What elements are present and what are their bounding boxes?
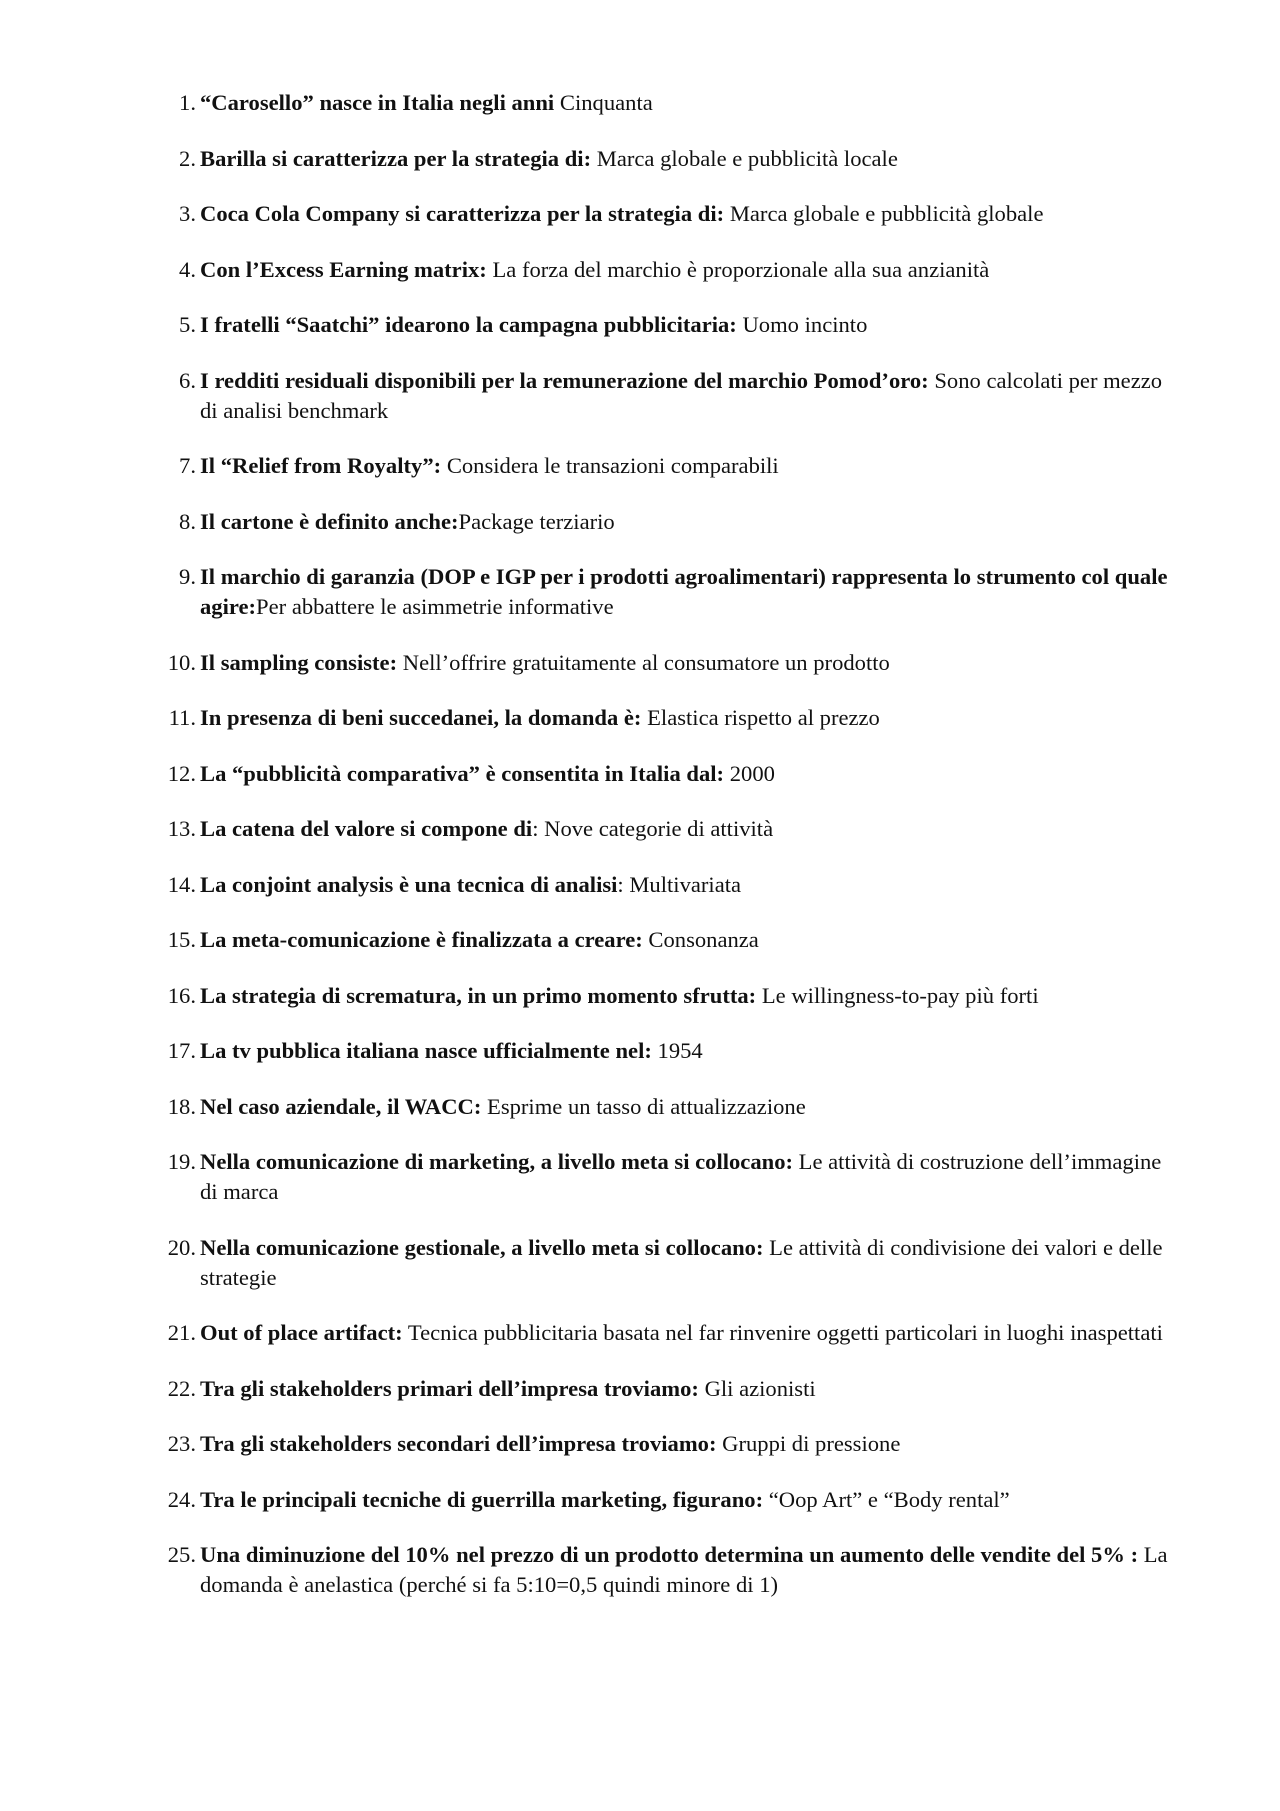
item-answer: Tecnica pubblicitaria basata nel far rinvenire oggetti particolari in luoghi inaspettati	[407, 1320, 1163, 1345]
item-answer: Considera le transazioni comparabili	[446, 453, 779, 478]
list-item	[160, 703, 1172, 733]
item-answer: : Nove categorie di attività	[532, 816, 774, 841]
item-answer: Gli azionisti	[704, 1375, 816, 1401]
item-number: 5.	[179, 312, 196, 337]
item-number: 14.	[167, 871, 196, 897]
item-number: 11.	[168, 705, 196, 730]
item-question: La “pubblicità comparativa” è consentita in Italia dal:	[200, 760, 725, 786]
item-number: 6.	[179, 367, 196, 393]
item-answer: La domanda è anelastica (perché si fa 5:10=0,5 quindi minore di 1)	[200, 1542, 1168, 1597]
item-question: Nella comunicazione gestionale, a livello meta si collocano:	[200, 1234, 764, 1260]
item-answer: “Oop Art” e “Body rental”	[768, 1486, 1010, 1512]
item-question: La tv pubblica italiana nasce ufficialmente nel:	[200, 1038, 652, 1063]
list-item	[160, 1092, 1172, 1122]
list-item	[160, 1374, 1172, 1404]
item-question: La strategia di scrematura, in un primo momento sfrutta:	[200, 982, 757, 1008]
item-number: 20.	[167, 1234, 196, 1260]
item-question: Con l’Excess Earning matrix:	[200, 256, 487, 282]
item-answer: Consonanza	[648, 927, 759, 952]
list-item	[160, 310, 1172, 340]
item-number: 1.	[179, 90, 196, 115]
item-number: 3.	[179, 201, 196, 226]
list-item	[160, 507, 1172, 537]
item-answer: : Multivariata	[617, 871, 742, 897]
item-question: Il marchio di garanzia (DOP e IGP per i prodotti agroalimentari) rappresenta lo strumento col quale agire:	[200, 564, 1168, 619]
list-item	[160, 1485, 1172, 1515]
list-item	[160, 648, 1172, 678]
list-item	[160, 562, 1172, 622]
item-number: 17.	[167, 1038, 196, 1063]
item-number: 10.	[167, 649, 196, 675]
item-number: 22.	[167, 1375, 196, 1401]
item-answer: Cinquanta	[559, 90, 653, 115]
item-number: 9.	[179, 564, 196, 589]
item-question: Barilla si caratterizza per la strategia di:	[200, 145, 592, 171]
list-item	[160, 981, 1172, 1011]
item-number: 24.	[167, 1486, 196, 1512]
item-question: La catena del valore si compone di	[200, 816, 533, 841]
item-number: 15.	[167, 927, 196, 952]
list-item	[160, 1233, 1172, 1293]
item-question: Coca Cola Company si caratterizza per la strategia di:	[200, 201, 725, 226]
list-item	[160, 255, 1172, 285]
item-question: In presenza di beni succedanei, la domanda è:	[200, 705, 642, 730]
item-number: 8.	[179, 508, 196, 534]
list-item	[160, 366, 1172, 426]
item-number: 19.	[167, 1149, 196, 1174]
item-answer: 1954	[657, 1038, 703, 1063]
item-answer: Elastica rispetto al prezzo	[647, 705, 880, 730]
item-answer: La forza del marchio è proporzionale alla sua anzianità	[492, 256, 990, 282]
item-answer: Per abbattere le asimmetrie informative	[256, 594, 614, 619]
list-item	[160, 88, 1172, 118]
qa-list	[160, 88, 1172, 1626]
item-answer: Le willingness-to-pay più forti	[761, 982, 1039, 1008]
list-item	[160, 759, 1172, 789]
item-question: Una diminuzione del 10% nel prezzo di un prodotto determina un aumento delle vendite del 5% :	[200, 1542, 1139, 1567]
item-question: Tra gli stakeholders secondari dell’impresa troviamo:	[200, 1431, 717, 1456]
item-question: La meta-comunicazione è finalizzata a creare:	[200, 927, 643, 952]
item-answer: 2000	[729, 760, 775, 786]
item-answer: Marca globale e pubblicità locale	[596, 145, 898, 171]
item-answer: Nell’offrire gratuitamente al consumatore un prodotto	[402, 649, 890, 675]
list-item	[160, 1429, 1172, 1459]
item-question: I redditi residuali disponibili per la remunerazione del marchio Pomod’oro:	[200, 367, 929, 393]
item-number: 7.	[179, 453, 196, 478]
item-answer: Le attività di condivisione dei valori e delle strategie	[200, 1234, 1163, 1290]
item-question: Nel caso aziendale, il WACC:	[200, 1093, 482, 1119]
list-item	[160, 199, 1172, 229]
list-item	[160, 1318, 1172, 1348]
item-number: 18.	[167, 1093, 196, 1119]
list-item	[160, 1147, 1172, 1207]
item-question: Out of place artifact:	[200, 1320, 403, 1345]
item-number: 16.	[167, 982, 196, 1008]
item-number: 13.	[167, 816, 196, 841]
item-number: 21.	[167, 1320, 196, 1345]
list-item	[160, 451, 1172, 481]
item-question: Il “Relief from Royalty”:	[200, 453, 442, 478]
list-item	[160, 925, 1172, 955]
item-number: 25.	[167, 1542, 196, 1567]
item-question: Il cartone è definito anche:	[200, 508, 459, 534]
list-item	[160, 1540, 1172, 1600]
item-answer: Sono calcolati per mezzo di analisi benchmark	[200, 367, 1163, 423]
item-question: Tra le principali tecniche di guerrilla marketing, figurano:	[200, 1486, 764, 1512]
item-answer: Package terziario	[458, 508, 615, 534]
list-item	[160, 1036, 1172, 1066]
item-question: La conjoint analysis è una tecnica di analisi	[200, 871, 618, 897]
item-question: “Carosello” nasce in Italia negli anni	[200, 90, 555, 115]
item-number: 2.	[179, 145, 196, 171]
item-number: 12.	[167, 760, 196, 786]
item-number: 23.	[167, 1431, 196, 1456]
item-answer: Gruppi di pressione	[722, 1431, 901, 1456]
list-item	[160, 870, 1172, 900]
item-answer: Esprime un tasso di attualizzazione	[487, 1093, 806, 1119]
item-question: Tra gli stakeholders primari dell’impresa troviamo:	[200, 1375, 699, 1401]
item-question: I fratelli “Saatchi” idearono la campagna pubblicitaria:	[200, 312, 737, 337]
item-answer: Marca globale e pubblicità globale	[729, 201, 1044, 226]
item-answer: Uomo incinto	[742, 312, 868, 337]
list-item	[160, 814, 1172, 844]
list-item	[160, 144, 1172, 174]
item-question: Il sampling consiste:	[200, 649, 398, 675]
item-answer: Le attività di costruzione dell’immagine di marca	[200, 1149, 1162, 1204]
item-number: 4.	[179, 256, 196, 282]
item-question: Nella comunicazione di marketing, a livello meta si collocano:	[200, 1149, 794, 1174]
